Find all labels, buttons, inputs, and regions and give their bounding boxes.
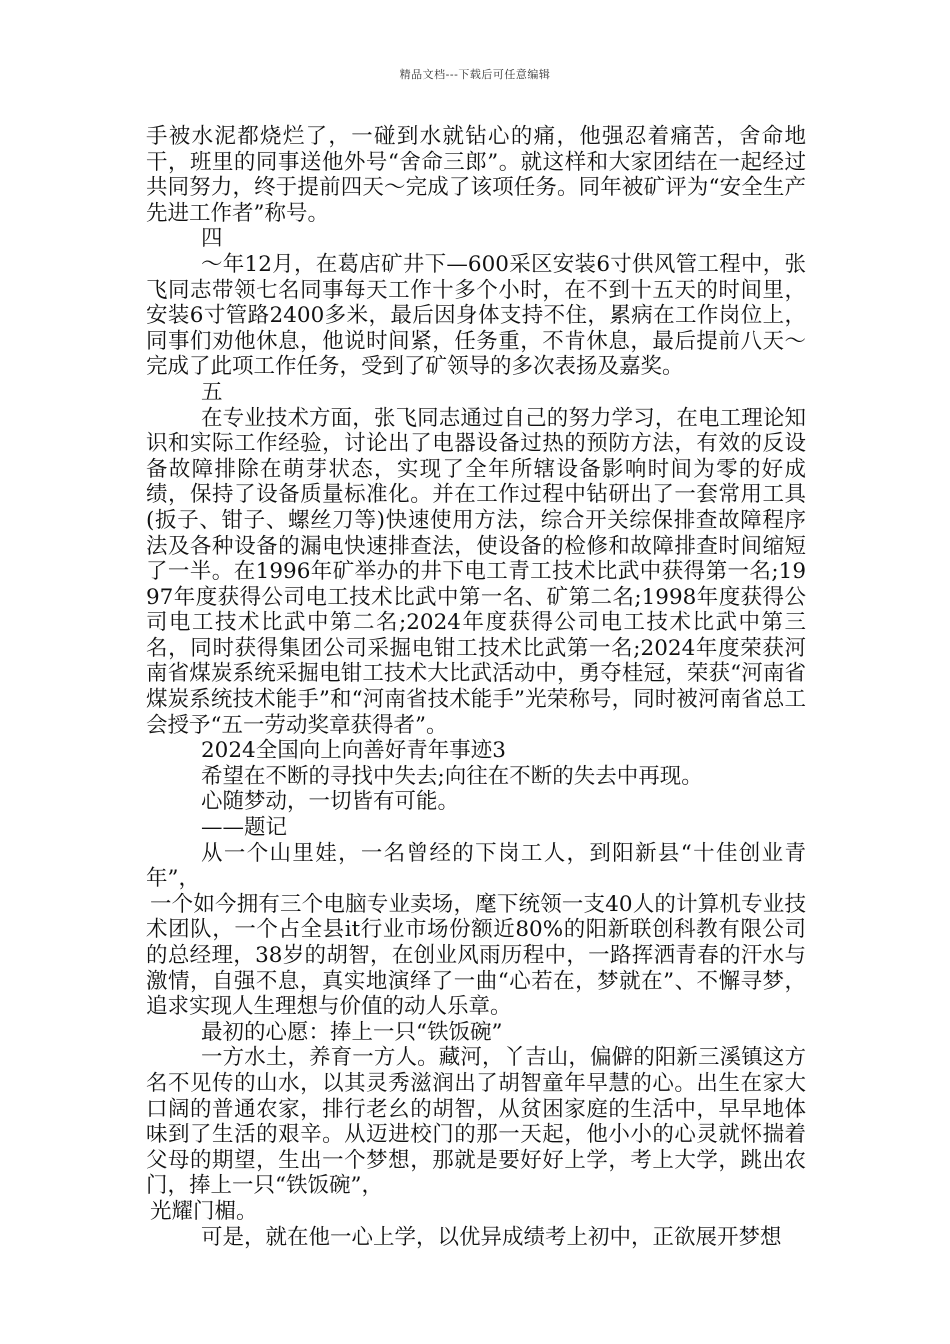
epigraph-line-2: 心随梦动，一切皆有可能。 <box>201 789 460 815</box>
section-number-four: 四 <box>201 226 223 252</box>
paragraph-5: 一个如今拥有三个电脑专业卖场，麾下统领一支40人的计算机专业技术团队，一个占全县it行业市场份额近80%的阳新联创科教有限公司的总经理，38岁的胡智，在创业风雨历程中，一路挥洒青春的汗水与激情，自强不息，真实地演绎了一曲“心若在，梦就在”、不懈寻梦，追求实现人生理想与价值的动人乐章。 <box>146 891 806 1020</box>
paragraph-1: 手被水泥都烧烂了，一碰到水就钻心的痛，他强忍着痛苦，舍命地干，班里的同事送他外号“舍命三郎”。就这样和大家团结在一起经过共同努力，终于提前四天～完成了该项任务。同年被矿评为“安全生产先进工作者”称号。 <box>146 124 806 226</box>
document-body <box>146 124 806 1250</box>
paragraph-4: 从一个山里娃，一名曾经的下岗工人，到阳新县“十佳创业青年”， <box>146 840 806 892</box>
section-heading: 最初的心愿：捧上一只“铁饭碗” <box>201 1019 503 1045</box>
paragraph-7: 光耀门楣。 <box>150 1198 258 1224</box>
paragraph-8: 可是，就在他一心上学，以优异成绩考上初中，正欲展开梦想 <box>201 1224 782 1250</box>
page-header: 精品文档---下载后可任意编辑 <box>399 68 551 81</box>
epigraph-attribution: ——题记 <box>201 815 288 841</box>
paragraph-2: ～年12月，在葛店矿井下—600采区安装6寸供风管工程中，张飞同志带领七名同事每天工作十多个小时，在不到十五天的时间里，安装6寸管路2400多米，最后因身体支持不住，累病在工作岗位上，同事们劝他休息，他说时间紧，任务重，不肯休息，最后提前八天～完成了此项工作任务，受到了矿领导的多次表扬及嘉奖。 <box>146 251 806 380</box>
article-heading: 2024全国向上向善好青年事迹3 <box>201 738 506 764</box>
paragraph-6: 一方水土，养育一方人。藏河，丫吉山，偏僻的阳新三溪镇这方名不见传的山水，以其灵秀滋润出了胡智童年早慧的心。出生在家大口阔的普通农家，排行老幺的胡智，从贫困家庭的生活中，早早地体味到了生活的艰辛。从迈进校门的那一天起，他小小的心灵就怀揣着父母的期望，生出一个梦想，那就是要好好上学，考上大学，跳出农门，捧上一只“铁饭碗”， <box>146 1045 806 1199</box>
paragraph-3: 在专业技术方面，张飞同志通过自己的努力学习，在电工理论知识和实际工作经验，讨论出了电器设备过热的预防方法，有效的反设备故障排除在萌芽状态，实现了全年所辖设备影响时间为零的好成绩，保持了设备质量标准化。并在工作过程中钻研出了一套常用工具(扳子、钳子、螺丝刀等)快速使用方法，综合开关综保排查故障程序法及各种设备的漏电快速排查法，使设备的检修和故障排查时间缩短了一半。在1996年矿举办的井下电工青工技术比武中获得第一名;1997年度获得公司电工技术比武中第一名、矿第二名;1998年度获得公司电工技术比武中第二名;2024年度获得公司电工技术比武中第三名，同时获得集团公司采掘电钳工技术比武第一名;2024年度荣获河南省煤炭系统采掘电钳工技术大比武活动中，勇夺桂冠，荣获“河南省煤炭系统技术能手”和“河南省技术能手”光荣称号，同时被河南省总工会授予“五一劳动奖章获得者”。 <box>146 405 806 738</box>
epigraph-line-1: 希望在不断的寻找中失去;向往在不断的失去中再现。 <box>201 763 703 789</box>
section-number-five: 五 <box>201 379 223 405</box>
